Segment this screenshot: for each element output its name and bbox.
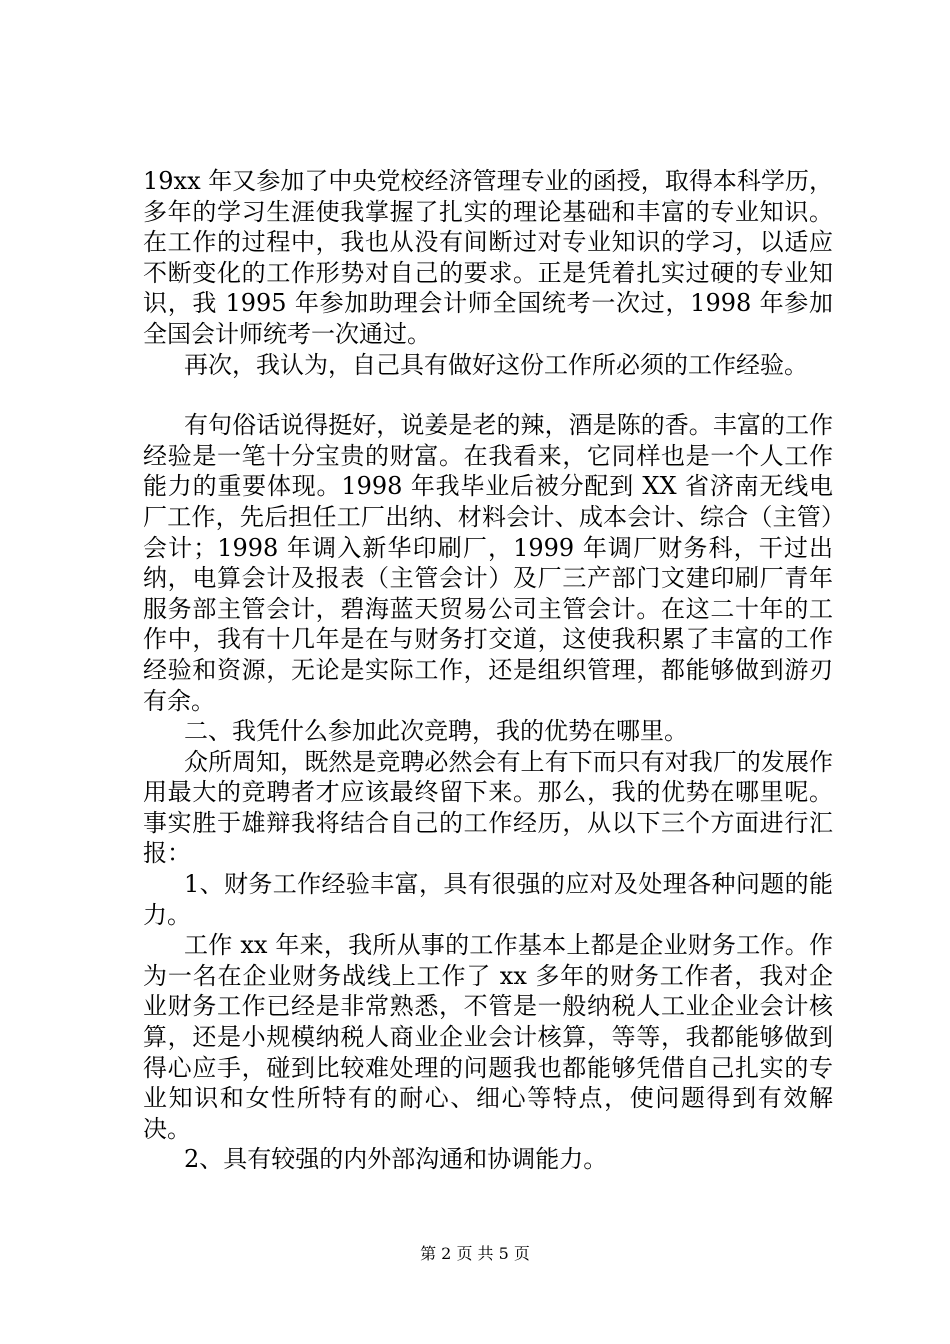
paragraph-experience-intro: 再次，我认为，自己具有做好这份工作所必须的工作经验。 bbox=[184, 350, 808, 379]
point-heading-1: 1、财务工作经验丰富，具有很强的应对及处理各种问题的能力。 bbox=[143, 870, 833, 929]
paragraph-point-1: 工作 xx 年来，我所从事的工作基本上都是企业财务工作。作为一名在企业财务战线上工作了 xx 多年的财务工作者，我对企业财务工作已经是非常熟悉，不管是一般纳税人工业企业会计核算，还是小规模纳税人商业企业会计核算，等等，我都能够做到得心应手，碰到比较难处理的问题我也都能够凭借自己扎实的专业知识和女性所特有的耐心、细心等特点，使问题得到有效解决。 bbox=[143, 931, 833, 1143]
point-heading-2: 2、具有较强的内外部沟通和协调能力。 bbox=[184, 1145, 608, 1174]
paragraph-education: 19xx 年又参加了中央党校经济管理专业的函授，取得本科学历，多年的学习生涯使我掌握了扎实的理论基础和丰富的专业知识。在工作的过程中，我也从没有间断过对专业知识的学习，以适应不断变化的工作形势对自己的要求。正是凭着扎实过硬的专业知识，我 1995 年参加助理会计师全国统考一次过，1998 年参加全国会计师统考一次通过。 bbox=[143, 167, 833, 348]
paragraph-advantages-intro: 众所周知，既然是竞聘必然会有上有下而只有对我厂的发展作用最大的竞聘者才应该最终留下来。那么，我的优势在哪里呢。事实胜于雄辩我将结合自己的工作经历，从以下三个方面进行汇报： bbox=[143, 747, 833, 868]
document-body bbox=[143, 166, 833, 1175]
page-number-footer: 第 2 页 共 5 页 bbox=[420, 1244, 530, 1263]
paragraph-spacer bbox=[143, 380, 833, 410]
paragraph-work-history: 有句俗话说得挺好，说姜是老的辣，酒是陈的香。丰富的工作经验是一笔十分宝贵的财富。在我看来，它同样也是一个人工作能力的重要体现。1998 年我毕业后被分配到 XX 省济南无线电厂工作，先后担任工厂出纳、材料会计、成本会计、综合（主管）会计；1998 年调入新华印刷厂，1999 年调厂财务科，干过出纳，电算会计及报表（主管会计）及厂三产部门文建印刷厂青年服务部主管会计，碧海蓝天贸易公司主管会计。在这二十年的工作中，我有十几年是在与财务打交道，这使我积累了丰富的工作经验和资源，无论是实际工作，还是组织管理，都能够做到游刃有余。 bbox=[143, 411, 833, 715]
section-heading-advantages: 二、我凭什么参加此次竞聘，我的优势在哪里。 bbox=[184, 717, 688, 746]
